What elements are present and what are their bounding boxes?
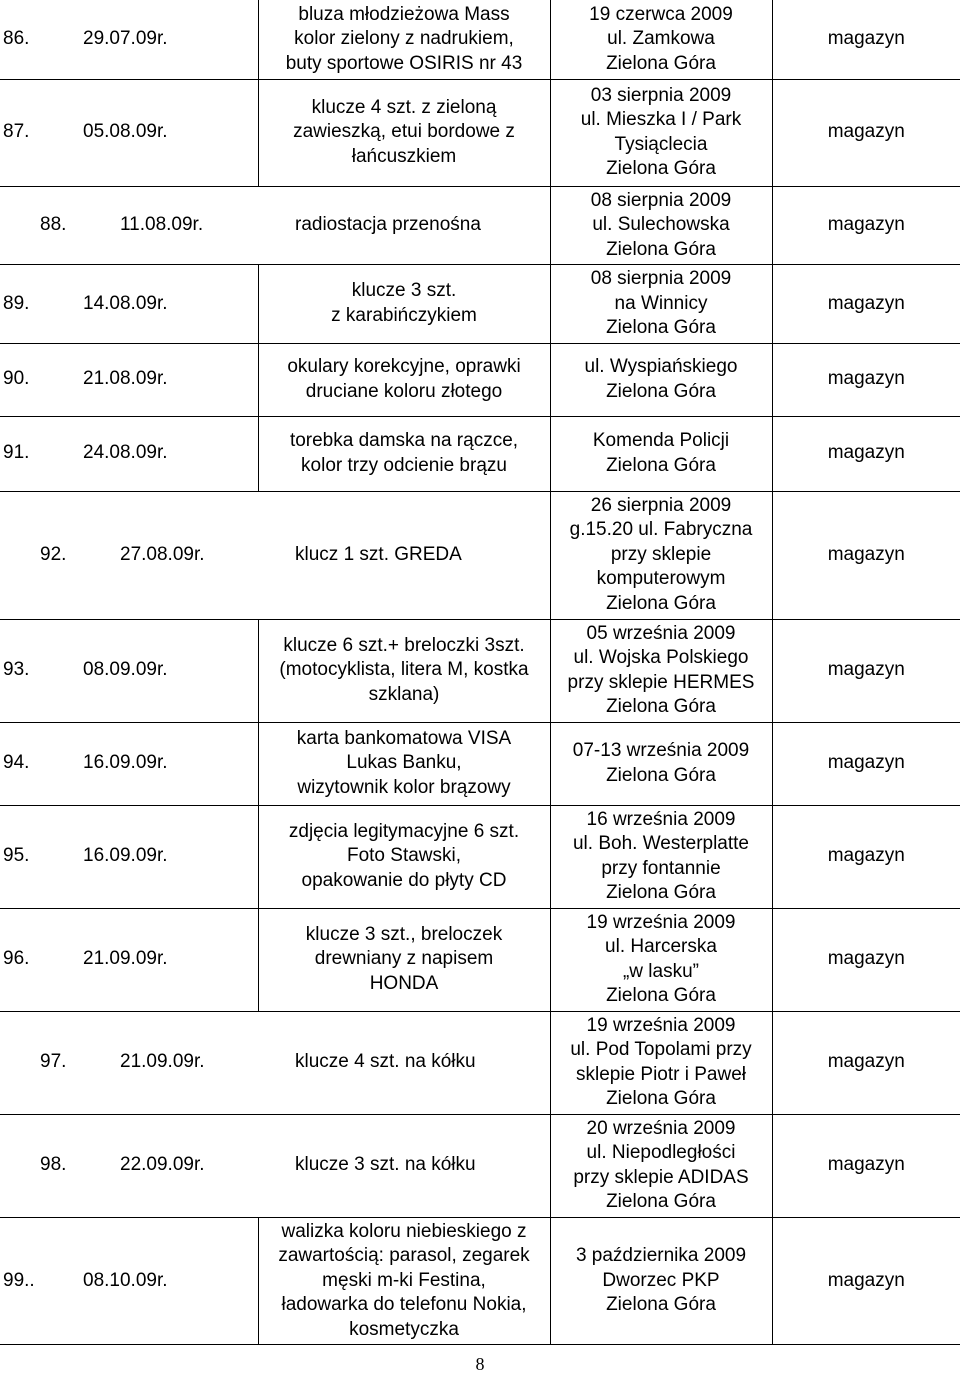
- table-row: [0, 805, 960, 908]
- found-place-line: 3 października 2009: [575, 1245, 747, 1266]
- found-place-line: przy sklepie: [610, 543, 712, 565]
- status-cell: [772, 265, 960, 344]
- found-place-cell: [550, 805, 772, 908]
- status-cell: [772, 1011, 960, 1114]
- page-number: 8: [475, 1354, 485, 1374]
- item-description-line: męski m-ki Festina,: [322, 1269, 486, 1291]
- found-place-cell: [550, 416, 772, 491]
- item-description-line: opakowanie do płyty CD: [301, 869, 507, 891]
- status-text: magazyn: [827, 121, 905, 143]
- status-text: magazyn: [827, 752, 905, 774]
- row-date: 24.08.09r.: [83, 442, 168, 464]
- row-date: 14.08.09r.: [83, 292, 168, 314]
- row-date: 21.08.09r.: [83, 368, 168, 390]
- status-cell: [772, 908, 960, 1011]
- item-description-cell: [258, 1217, 550, 1345]
- row-number-date-cell: [0, 0, 258, 79]
- row-number-date-item-cell: [0, 186, 550, 265]
- row-date: 11.08.09r.: [120, 214, 204, 235]
- found-place-cell: [550, 265, 772, 344]
- status-cell: [772, 1217, 960, 1345]
- item-description-cell: [258, 416, 550, 491]
- row-date: 27.08.09r.: [120, 543, 205, 565]
- item-description: klucze 3 szt. na kółku: [295, 1154, 476, 1176]
- item-description-line: Foto Stawski,: [346, 845, 462, 867]
- item-description-line: kolor trzy odcienie brązu: [301, 454, 507, 476]
- table-row: [0, 1217, 960, 1345]
- found-place-line: ul. Sulechowska: [592, 214, 730, 235]
- table-row: [0, 343, 960, 416]
- item-description-line: torebka damska na rączce,: [289, 430, 519, 451]
- item-description-line: druciane koloru złotego: [305, 380, 503, 402]
- found-place-line: 03 sierpnia 2009: [590, 84, 732, 106]
- found-place-line: Zielona Góra: [606, 985, 716, 1006]
- row-number-date-cell: [0, 1217, 258, 1345]
- row-date: 21.09.09r.: [83, 948, 168, 970]
- item-description-line: zdjęcia legitymacyjne 6 szt.: [288, 820, 520, 842]
- status-cell: [772, 619, 960, 722]
- item-description-line: okulary korekcyjne, oprawki: [287, 356, 521, 377]
- found-place-cell: [550, 0, 772, 79]
- item-description-cell: [258, 0, 550, 79]
- found-place-line: ul. Harcerska: [605, 936, 717, 957]
- row-number: 98.: [40, 1154, 67, 1176]
- found-place-cell: [550, 186, 772, 265]
- row-date: 22.09.09r.: [120, 1154, 205, 1176]
- row-number: 96.: [3, 948, 30, 970]
- status-cell: [772, 186, 960, 265]
- found-place-line: „w lasku”: [622, 960, 699, 982]
- found-place-line: sklepie Piotr i Paweł: [575, 1063, 747, 1085]
- found-place-line: 16 września 2009: [586, 808, 736, 830]
- status-text: magazyn: [827, 948, 905, 970]
- item-description-line: wizytownik kolor brązowy: [297, 776, 511, 798]
- item-description-line: klucze 4 szt. z zieloną: [311, 96, 497, 118]
- found-place-line: Zielona Góra: [606, 52, 716, 74]
- found-place-line: 05 września 2009: [586, 622, 736, 644]
- found-place-line: Zielona Góra: [606, 1294, 716, 1315]
- table-row: [0, 0, 960, 79]
- found-place-line: przy sklepie ADIDAS: [573, 1166, 749, 1188]
- found-place-line: 19 września 2009: [586, 911, 736, 933]
- row-date: 16.09.09r.: [83, 752, 168, 774]
- status-text: magazyn: [827, 368, 905, 390]
- item-description-cell: [258, 343, 550, 416]
- item-description-line: klucze 6 szt.+ breloczki 3szt.: [283, 634, 525, 656]
- row-number: 86.: [3, 28, 30, 49]
- item-description-line: szklana): [368, 683, 440, 705]
- item-description-line: HONDA: [369, 972, 439, 994]
- row-date: 08.10.09r.: [83, 1269, 168, 1291]
- found-place-line: Zielona Góra: [606, 592, 716, 614]
- table-row: [0, 1011, 960, 1114]
- found-place-cell: [550, 722, 772, 805]
- row-number: 99..: [3, 1269, 35, 1291]
- found-place-line: Tysiąclecia: [614, 133, 708, 155]
- item-description-line: zawieszką, etui bordowe z: [293, 121, 515, 143]
- table-row: [0, 722, 960, 805]
- found-place-cell: [550, 1011, 772, 1114]
- row-number: 89.: [3, 292, 30, 314]
- row-date: 21.09.09r.: [120, 1051, 205, 1073]
- item-description: radiostacja przenośna: [295, 214, 481, 235]
- row-date: 29.07.09r.: [83, 28, 168, 49]
- row-number: 91.: [3, 442, 30, 464]
- item-description-line: (motocyklista, litera M, kostka: [279, 659, 529, 681]
- found-place-cell: [550, 619, 772, 722]
- item-description-cell: [258, 722, 550, 805]
- found-place-cell: [550, 908, 772, 1011]
- found-place-line: ul. Niepodległości: [586, 1142, 736, 1163]
- found-place-line: Zielona Góra: [606, 1088, 716, 1109]
- row-number-date-cell: [0, 343, 258, 416]
- status-text: magazyn: [827, 1051, 905, 1073]
- row-number-date-cell: [0, 722, 258, 805]
- found-place-line: 19 września 2009: [586, 1014, 736, 1036]
- item-description-line: zawartością: parasol, zegarek: [278, 1245, 530, 1266]
- found-place-line: Zielona Góra: [606, 764, 716, 786]
- found-place-line: 08 sierpnia 2009: [590, 189, 732, 211]
- item-description-line: ładowarka do telefonu Nokia,: [281, 1294, 527, 1315]
- status-text: magazyn: [827, 845, 905, 867]
- item-description-line: buty sportowe OSIRIS nr 43: [285, 52, 523, 74]
- item-description-cell: [258, 265, 550, 344]
- item-description-line: karta bankomatowa VISA: [296, 727, 512, 749]
- row-number: 88.: [40, 214, 67, 235]
- status-text: magazyn: [827, 1269, 905, 1291]
- item-description-cell: [258, 79, 550, 186]
- item-description-line: bluza młodzieżowa Mass: [298, 3, 510, 25]
- found-place-line: przy fontannie: [601, 857, 721, 879]
- found-place-line: ul. Zamkowa: [607, 28, 715, 49]
- row-number-date-cell: [0, 416, 258, 491]
- found-place-line: Zielona Góra: [606, 158, 716, 179]
- item-description-line: kosmetyczka: [349, 1318, 459, 1340]
- status-cell: [772, 1114, 960, 1217]
- found-place-cell: [550, 491, 772, 619]
- item-description-cell: [258, 619, 550, 722]
- status-cell: [772, 491, 960, 619]
- row-date: 08.09.09r.: [83, 659, 168, 681]
- row-date: 05.08.09r.: [83, 121, 168, 143]
- row-date: 16.09.09r.: [83, 845, 168, 867]
- status-cell: [772, 722, 960, 805]
- status-text: magazyn: [827, 292, 905, 314]
- found-place-line: na Winnicy: [614, 292, 708, 314]
- found-place-line: ul. Pod Topolami przy: [570, 1039, 752, 1060]
- item-description: klucze 4 szt. na kółku: [295, 1051, 476, 1073]
- status-cell: [772, 343, 960, 416]
- found-place-line: Zielona Góra: [606, 1191, 716, 1212]
- found-place-line: 20 września 2009: [586, 1117, 736, 1139]
- table-row: [0, 79, 960, 186]
- row-number-date-item-cell: [0, 1114, 550, 1217]
- status-cell: [772, 79, 960, 186]
- found-place-line: 26 sierpnia 2009: [590, 494, 732, 516]
- item-description-line: kolor zielony z nadrukiem,: [294, 28, 514, 49]
- found-place-cell: [550, 1217, 772, 1345]
- row-number: 92.: [40, 543, 67, 565]
- found-place-line: Zielona Góra: [606, 454, 716, 476]
- found-place-line: 08 sierpnia 2009: [590, 268, 732, 289]
- found-place-line: g.15.20 ul. Fabryczna: [569, 519, 753, 541]
- status-text: magazyn: [827, 543, 905, 565]
- item-description-line: Lukas Banku,: [346, 752, 462, 774]
- found-place-line: Zielona Góra: [606, 317, 716, 338]
- row-number: 87.: [3, 121, 30, 143]
- item-description-line: klucze 3 szt.: [351, 280, 457, 302]
- found-place-line: Zielona Góra: [606, 380, 716, 402]
- status-text: magazyn: [827, 659, 905, 681]
- table-row: [0, 265, 960, 344]
- found-place-line: ul. Wojska Polskiego: [573, 647, 749, 668]
- row-number-date-cell: [0, 265, 258, 344]
- status-text: magazyn: [827, 214, 905, 235]
- status-cell: [772, 416, 960, 491]
- status-cell: [772, 805, 960, 908]
- found-place-line: ul. Wyspiańskiego: [584, 356, 738, 377]
- row-number-date-cell: [0, 908, 258, 1011]
- item-description-cell: [258, 908, 550, 1011]
- row-number-date-item-cell: [0, 491, 550, 619]
- item-description-line: z karabińczykiem: [331, 304, 477, 326]
- row-number-date-cell: [0, 805, 258, 908]
- status-text: magazyn: [827, 442, 905, 464]
- table-row: [0, 416, 960, 491]
- found-place-line: przy sklepie HERMES: [567, 671, 755, 693]
- table-row: [0, 491, 960, 619]
- found-place-line: Zielona Góra: [606, 882, 716, 903]
- found-place-line: Dworzec PKP: [602, 1269, 720, 1291]
- found-place-cell: [550, 343, 772, 416]
- table-row: [0, 186, 960, 265]
- found-place-cell: [550, 1114, 772, 1217]
- found-place-line: ul. Mieszka I / Park: [580, 109, 742, 130]
- item-description-line: drewniany z napisem: [314, 948, 494, 970]
- item-description-line: walizka koloru niebieskiego z: [281, 1220, 527, 1242]
- row-number: 94.: [3, 752, 30, 774]
- item-description-line: klucze 3 szt., breloczek: [305, 923, 503, 945]
- row-number-date-cell: [0, 79, 258, 186]
- row-number: 95.: [3, 845, 30, 867]
- table-row: [0, 1114, 960, 1217]
- found-place-line: Zielona Góra: [606, 696, 716, 717]
- status-cell: [772, 0, 960, 79]
- table-row: [0, 619, 960, 722]
- item-description-cell: [258, 805, 550, 908]
- row-number: 93.: [3, 659, 30, 681]
- row-number: 97.: [40, 1051, 67, 1073]
- found-place-line: 07-13 września 2009: [572, 740, 750, 761]
- found-place-line: Komenda Policji: [592, 430, 730, 451]
- found-place-line: ul. Boh. Westerplatte: [572, 833, 750, 854]
- found-place-line: komputerowym: [596, 568, 726, 590]
- table-row: [0, 908, 960, 1011]
- row-number-date-item-cell: [0, 1011, 550, 1114]
- row-number: 90.: [3, 368, 30, 390]
- found-place-cell: [550, 79, 772, 186]
- found-place-line: 19 czerwca 2009: [589, 3, 733, 25]
- status-text: magazyn: [827, 1154, 905, 1176]
- item-description-line: łańcuszkiem: [351, 145, 457, 167]
- row-number-date-cell: [0, 619, 258, 722]
- found-place-line: Zielona Góra: [606, 238, 716, 260]
- item-description: klucz 1 szt. GREDA: [295, 543, 462, 565]
- status-text: magazyn: [827, 28, 905, 49]
